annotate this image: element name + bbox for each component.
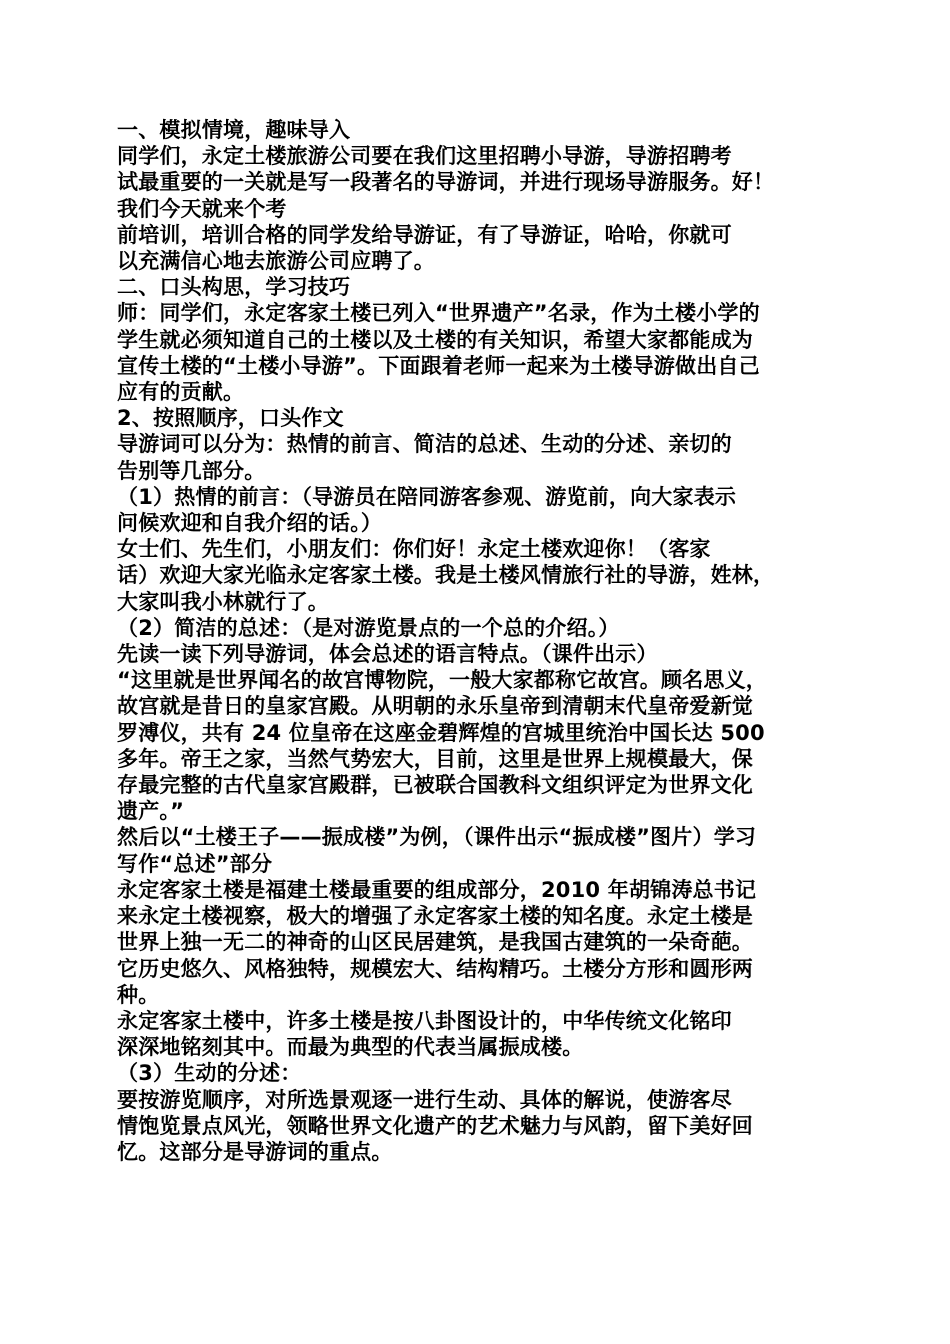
text-line: 情饱览景点风光，领略世界文化遗产的艺术魅力与风韵，留下美好回 xyxy=(117,1113,753,1138)
text-line: 故宫就是昔日的皇家宫殿。从明朝的永乐皇帝到清朝末代皇帝爱新觉 xyxy=(117,694,753,719)
text-line: 话）欢迎大家光临永定客家土楼。我是土楼风情旅行社的导游，姓林， xyxy=(117,563,775,588)
text-line: 试最重要的一关就是写一段著名的导游词，并进行现场导游服务。好！ xyxy=(117,170,775,195)
text-line: 多年。帝王之家，当然气势宏大，目前，这里是世界上规模最大，保 xyxy=(117,746,753,771)
text-line: 我们今天就来个考 xyxy=(117,196,287,221)
heading-section-1: 一、模拟情境，趣味导入 xyxy=(117,118,351,142)
text-line: 女士们、先生们，小朋友们：你们好！永定土楼欢迎你！（客家 xyxy=(117,537,711,562)
text-line: 忆。这部分是导游词的重点。 xyxy=(117,1139,393,1164)
text-line: 要按游览顺序，对所选景观逐一进行生动、具体的解说，使游客尽 xyxy=(117,1087,732,1112)
text-line: 大家叫我小林就行了。 xyxy=(117,589,329,614)
text-line: 问候欢迎和自我介绍的话。） xyxy=(117,511,383,536)
document-body xyxy=(117,117,842,1165)
text-line: 师：同学们，永定客家土楼已列入“世界遗产”名录，作为土楼小学的 xyxy=(117,301,760,326)
text-line: 导游词可以分为：热情的前言、简洁的总述、生动的分述、亲切的 xyxy=(117,432,732,457)
text-line: 先读一读下列导游词，体会总述的语言特点。（课件出示） xyxy=(117,642,658,667)
text-line: 永定客家土楼中，许多土楼是按八卦图设计的，中华传统文化铭印 xyxy=(117,1008,732,1033)
item-heading-1: （1）热情的前言：（导游员在陪同游客参观、游览前，向大家表示 xyxy=(117,484,737,509)
text-line: 永定客家土楼是福建土楼最重要的组成部分，2010 年胡锦涛总书记 xyxy=(117,877,757,902)
text-line: 前培训，培训合格的同学发给导游证，有了导游证，哈哈，你就可 xyxy=(117,222,732,247)
text-line: 罗溥仪，共有 24 位皇帝在这座金碧辉煌的宫城里统治中国长达 500 xyxy=(117,720,765,745)
text-line: 写作“总述”部分 xyxy=(117,851,273,876)
text-line: 宣传土楼的“土楼小导游”。下面跟着老师一起来为土楼导游做出自己 xyxy=(117,353,760,378)
text-line: 学生就必须知道自己的土楼以及土楼的有关知识，希望大家都能成为 xyxy=(117,327,753,352)
text-line: 遗产。” xyxy=(117,799,185,824)
heading-section-2: 二、口头构思，学习技巧 xyxy=(117,275,351,300)
item-heading-2: （2）简洁的总述：（是对游览景点的一个总的介绍。） xyxy=(117,615,620,640)
heading-subsection-2: 2、按照顺序，口头作文 xyxy=(117,406,344,431)
text-line: 应有的贡献。 xyxy=(117,380,245,405)
text-line: “这里就是世界闻名的故宫博物院，一般大家都称它故宫。顾名思义， xyxy=(117,668,767,693)
item-heading-3: （3）生动的分述： xyxy=(117,1061,302,1086)
text-line: 同学们，永定土楼旅游公司要在我们这里招聘小导游，导游招聘考 xyxy=(117,144,732,169)
text-line: 告别等几部分。 xyxy=(117,458,266,483)
text-line: 它历史悠久、风格独特，规模宏大、结构精巧。土楼分方形和圆形两 xyxy=(117,956,753,981)
text-line: 世界上独一无二的神奇的山区民居建筑，是我国古建筑的一朵奇葩。 xyxy=(117,930,753,955)
text-line: 深深地铭刻其中。而最为典型的代表当属振成楼。 xyxy=(117,1035,584,1060)
text-line: 种。 xyxy=(117,982,160,1007)
text-line: 以充满信心地去旅游公司应聘了。 xyxy=(117,249,435,274)
text-line: 然后以“土楼王子——振成楼”为例，（课件出示“振成楼”图片）学习 xyxy=(117,825,757,850)
text-line: 来永定土楼视察，极大的增强了永定客家土楼的知名度。永定土楼是 xyxy=(117,904,753,929)
text-line: 存最完整的古代皇家宫殿群，已被联合国教科文组织评定为世界文化 xyxy=(117,773,753,798)
